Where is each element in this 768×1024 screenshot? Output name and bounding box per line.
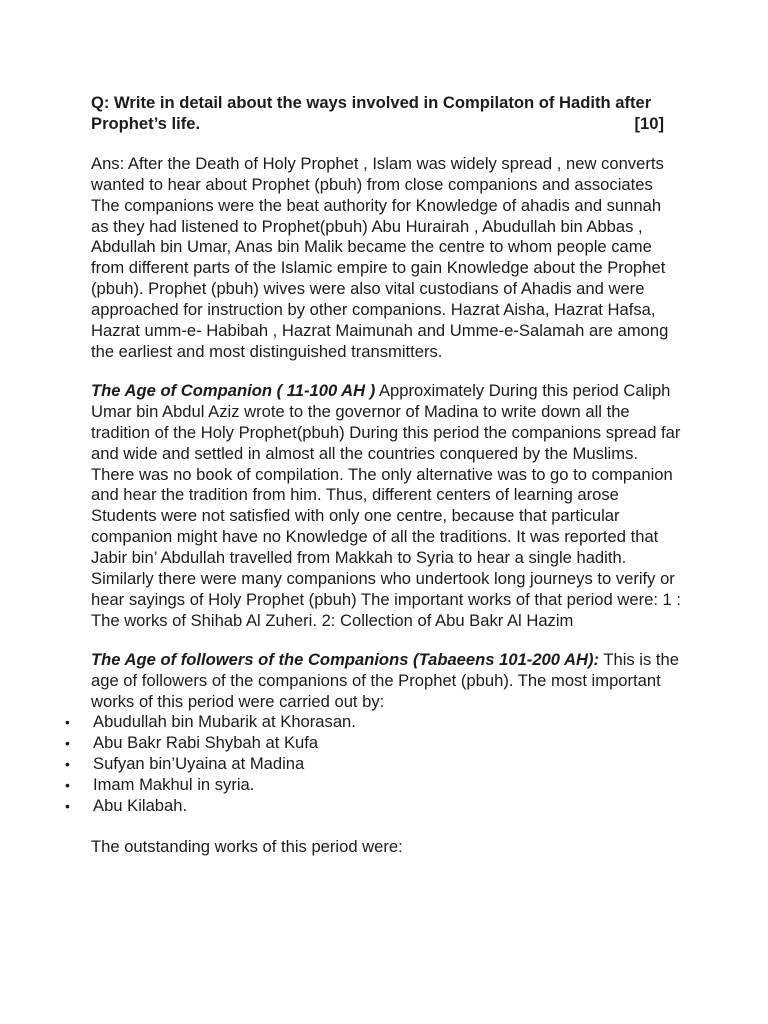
question-heading: [91, 93, 681, 135]
outstanding-works-line: The outstanding works of this period were:: [91, 837, 403, 856]
age-of-companion-heading: The Age of Companion ( 11-100 AH ): [91, 380, 376, 400]
bullet-icon: •: [65, 777, 70, 794]
list-item: [65, 775, 681, 796]
bullet-icon: •: [65, 798, 70, 815]
list-item-text: Sufyan bin’Uyaina at Madina: [93, 754, 305, 774]
list-item-text: Abudullah bin Mubarik at Khorasan.: [93, 712, 356, 732]
answer-paragraph: Ans: After the Death of Holy Prophet , Islam was widely spread , new converts wanted to hear about Prophet (pbuh) from close companions and associates The companions were the beat authority for Knowledge of ahadis and sunnah as they had listened to Prophet(pbuh) Abu Hurairah , Abudullah bin Abbas , Abdullah bin Umar, Anas bin Malik became the centre to whom people came from different parts of the Islamic empire to gain Knowledge about the Prophet (pbuh). Prophet (pbuh) wives were also vital custodians of Ahadis and were approached for instruction by other companions. Hazrat Aisha, Hazrat Hafsa, Hazrat umm-e- Habibah , Hazrat Maimunah and Umme-e-Salamah are among the earliest and most distinguished transmitters.: [91, 153, 669, 361]
age-of-followers-heading: The Age of followers of the Companions (Tabaeens 101-200 AH):: [91, 649, 600, 669]
list-item-text: Abu Kilabah.: [93, 796, 188, 816]
list-item-text: Imam Makhul in syria.: [93, 775, 255, 795]
question-marks: [10]: [634, 113, 664, 133]
list-item: [65, 733, 681, 754]
question-text: Q: Write in detail about the ways involved in Compilaton of Hadith after Prophet’s life.: [91, 93, 652, 133]
list-item: [65, 754, 681, 775]
bullet-icon: •: [65, 714, 70, 731]
age-of-companion-paragraph: [91, 381, 681, 632]
list-item-text: Abu Bakr Rabi Shybah at Kufa: [93, 733, 319, 753]
followers-list: [65, 712, 681, 817]
bullet-icon: •: [65, 756, 70, 773]
bullet-icon: •: [65, 735, 70, 752]
age-of-followers-paragraph: [91, 650, 681, 713]
list-item: [65, 796, 681, 817]
document-page: [65, 93, 681, 858]
age-of-companion-body: Approximately During this period Caliph Umar bin Abdul Aziz wrote to the governor of Madina to write down all the tradition of the Holy Prophet(pbuh) During this period the companions spread far and wide and settled in almost all the countries conquered by the Muslims. There was no book of compilation. The only alternative was to go to companion and hear the tradition from him. Thus, different centers of learning arose Students were not satisfied with only one centre, because that particular companion might have no Knowledge of all the traditions. It was reported that Jabir bin’ Abdullah travelled from Makkah to Syria to hear a single hadith. Similarly there were many companions who undertook long journeys to verify or hear sayings of Holy Prophet (pbuh) The important works of that period were: 1 : The works of Shihab Al Zuheri. 2: Collection of Abu Bakr Al Hazim: [91, 380, 681, 630]
list-item: [65, 712, 681, 733]
age-of-followers-body: This is the age of followers of the companions of the Prophet (pbuh). The most important works of this period were carried out by:: [91, 649, 679, 711]
